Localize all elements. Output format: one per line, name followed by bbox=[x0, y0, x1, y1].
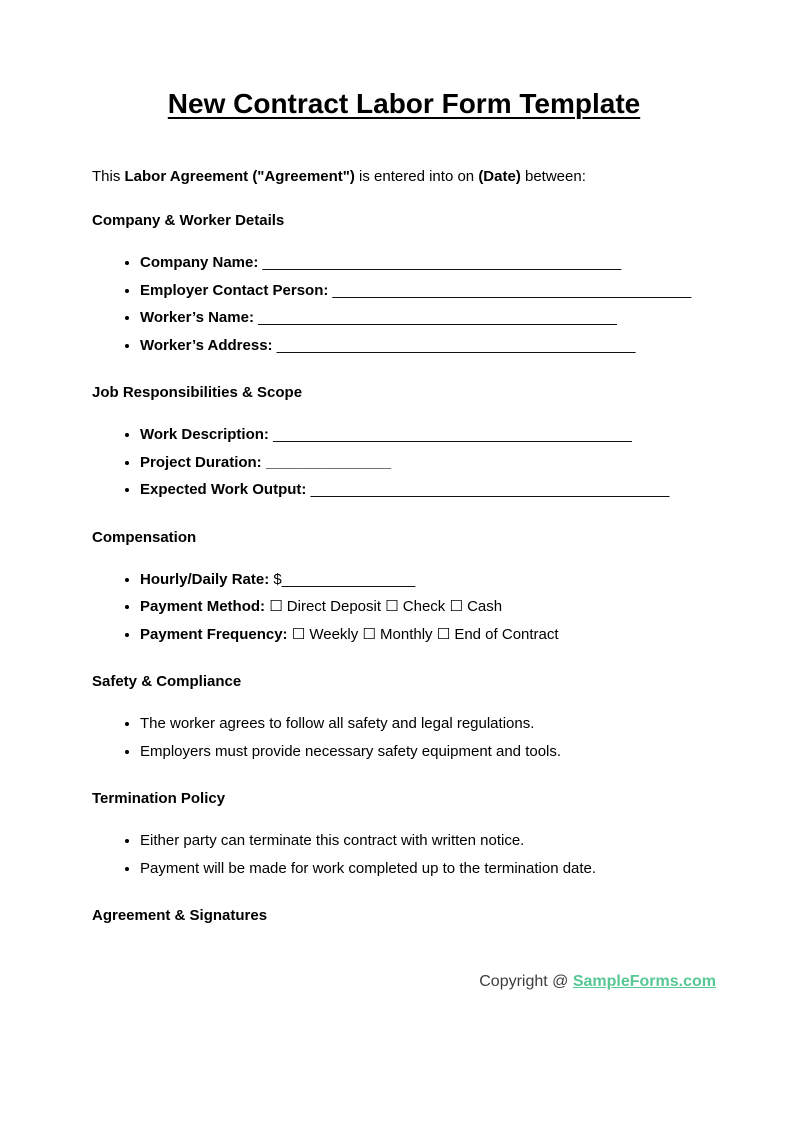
bullet-text: Either party can terminate this contract with written notice. bbox=[140, 832, 525, 849]
field-label: Hourly/Daily Rate: bbox=[140, 570, 270, 588]
compensation-list bbox=[92, 566, 716, 649]
job-responsibilities-list bbox=[92, 421, 716, 504]
intro-text: This bbox=[92, 168, 125, 185]
blank-line: ___________________________________________ bbox=[332, 281, 692, 299]
bullet-text: The worker agrees to follow all safety and legal regulations. bbox=[140, 715, 535, 732]
field-work-description bbox=[140, 421, 716, 449]
field-label: Payment Method: bbox=[140, 598, 266, 615]
field-workers-address bbox=[140, 332, 716, 360]
field-label: Payment Frequency: bbox=[140, 625, 288, 643]
safety-compliance-list bbox=[92, 710, 716, 765]
bullet-text: Payment will be made for work completed up to the termination date. bbox=[140, 859, 597, 877]
field-workers-name bbox=[140, 304, 716, 332]
field-company-name bbox=[140, 249, 716, 277]
section-heading-job-responsibilities: Job Responsibilities & Scope bbox=[92, 384, 303, 401]
intro-date-bold: (Date) bbox=[478, 168, 521, 185]
blank-line: ___________________________________________ bbox=[310, 481, 670, 498]
bullet-text: Employers must provide necessary safety equipment and tools. bbox=[140, 742, 562, 760]
section-heading-safety-compliance: Safety & Compliance bbox=[92, 673, 242, 690]
blank-line: _______________ bbox=[265, 453, 391, 471]
blank-line: $________________ bbox=[273, 570, 416, 588]
field-project-duration bbox=[140, 449, 716, 477]
section-heading-agreement-signatures: Agreement & Signatures bbox=[92, 907, 268, 924]
copyright-text: Copyright @ bbox=[479, 973, 573, 990]
bullet-payment-termination bbox=[140, 855, 716, 883]
page-title: New Contract Labor Form Template bbox=[167, 88, 641, 119]
field-label: Work Description: bbox=[140, 426, 269, 443]
field-label: Worker’s Name: bbox=[140, 309, 254, 326]
footer bbox=[92, 973, 716, 991]
field-employer-contact-person bbox=[140, 277, 716, 305]
field-label: Worker’s Address: bbox=[140, 336, 273, 354]
document-page bbox=[0, 88, 807, 991]
blank-line: ___________________________________________ bbox=[262, 254, 622, 271]
field-label: Employer Contact Person: bbox=[140, 281, 329, 299]
field-payment-frequency bbox=[140, 621, 716, 649]
bullet-safety-regulations bbox=[140, 710, 716, 738]
checkbox-options: ☐ Weekly ☐ Monthly ☐ End of Contract bbox=[291, 625, 559, 643]
company-worker-details-list bbox=[92, 249, 716, 359]
termination-policy-list bbox=[92, 827, 716, 882]
field-expected-work-output bbox=[140, 476, 716, 504]
blank-line: ___________________________________________ bbox=[258, 309, 617, 326]
field-label: Expected Work Output: bbox=[140, 481, 307, 498]
blank-line: ___________________________________________ bbox=[276, 336, 636, 354]
section-heading-termination-policy: Termination Policy bbox=[92, 790, 226, 807]
sampleforms-link[interactable]: SampleForms.com bbox=[572, 973, 716, 990]
field-label: Project Duration: bbox=[140, 453, 262, 471]
section-heading-compensation: Compensation bbox=[92, 528, 197, 546]
checkbox-options: ☐ Direct Deposit ☐ Check ☐ Cash bbox=[269, 598, 503, 615]
intro-paragraph bbox=[92, 166, 716, 187]
field-hourly-daily-rate bbox=[140, 566, 716, 594]
intro-agreement-bold: Labor Agreement ("Agreement") bbox=[124, 168, 355, 185]
blank-line: ___________________________________________ bbox=[273, 426, 632, 443]
bullet-terminate-notice bbox=[140, 827, 716, 855]
section-heading-company-worker-details: Company & Worker Details bbox=[92, 212, 285, 229]
field-label: Company Name: bbox=[140, 254, 259, 271]
bullet-safety-equipment bbox=[140, 738, 716, 766]
intro-text: between: bbox=[520, 168, 586, 185]
intro-text: is entered into on bbox=[354, 168, 479, 185]
field-payment-method bbox=[140, 593, 716, 621]
